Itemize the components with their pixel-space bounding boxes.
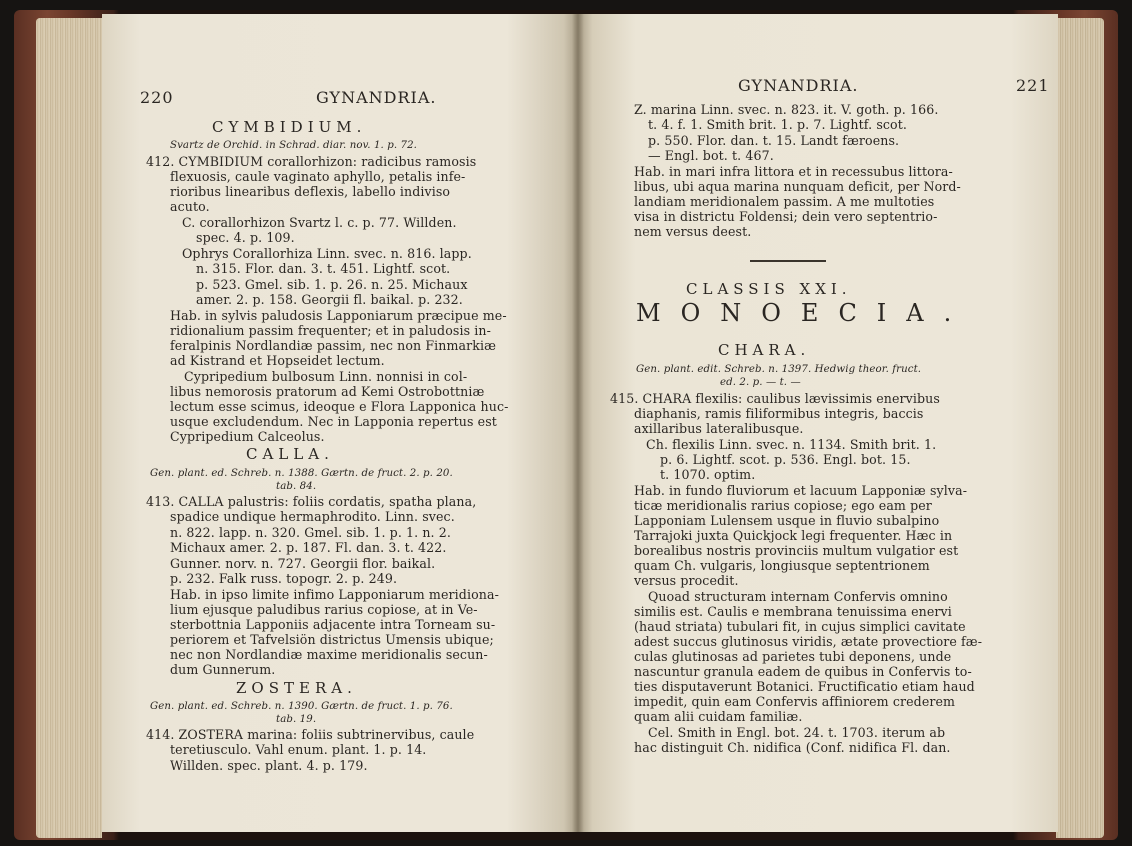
- right-page-text-line: CLASSIS XXI.: [686, 280, 852, 298]
- right-page-text-line: Quoad structuram internam Confervis omnino: [648, 589, 948, 604]
- left-page-text-line: ridionalium passim frequenter; et in paludosis in-: [170, 323, 491, 338]
- left-page-text-line: Gen. plant. ed. Schreb. n. 1388. Gærtn. de fruct. 2. p. 20.: [150, 468, 453, 479]
- left-page-text-line: 414. ZOSTERA marina: foliis subtrinervibus, caule: [146, 727, 475, 742]
- left-page-text-line: Svartz de Orchid. in Schrad. diar. nov. 1. p. 72.: [170, 140, 418, 151]
- left-page-text-line: Ophrys Corallorhiza Linn. svec. n. 816. lapp.: [182, 246, 472, 261]
- left-page-text-line: 412. CYMBIDIUM corallorhizon: radicibus ramosis: [146, 154, 477, 169]
- right-page-text-line: MONOECIA.: [636, 299, 972, 327]
- left-page-text-line: spec. 4. p. 109.: [196, 230, 295, 245]
- left-page-text-line: tab. 84.: [276, 481, 317, 492]
- left-page-text-line: amer. 2. p. 158. Georgii fl. baikal. p. 232.: [196, 292, 463, 307]
- left-page-text-line: CALLA.: [246, 445, 334, 463]
- right-page-text-line: CHARA.: [718, 341, 811, 359]
- right-page-text-line: similis est. Caulis e membrana tenuissima enervi: [634, 604, 952, 619]
- left-running-head: GYNANDRIA.: [316, 88, 437, 107]
- left-page-text-line: CYMBIDIUM.: [212, 118, 367, 136]
- left-page-text-line: Willden. spec. plant. 4. p. 179.: [170, 758, 368, 773]
- left-page-text-line: Cypripedium Calceolus.: [170, 429, 325, 444]
- right-page-text-line: Hab. in mari infra littora et in recessubus littora-: [634, 164, 953, 179]
- left-page-text-line: p. 523. Gmel. sib. 1. p. 26. n. 25. Michaux: [196, 277, 468, 292]
- right-page-text-line: visa in districtu Foldensi; dein vero septentrio-: [634, 209, 938, 224]
- right-page-text-line: quam alii cuidam familiæ.: [634, 709, 803, 724]
- right-page-text-line: quam Ch. vulgaris, longiusque septentrionem: [634, 558, 930, 573]
- right-page-number: 221: [1016, 76, 1050, 95]
- right-page-text-line: Hab. in fundo fluviorum et lacuum Lapponiæ sylva-: [634, 483, 968, 498]
- left-page-text-line: teretiusculo. Vahl enum. plant. 1. p. 14.: [170, 742, 427, 757]
- right-page-text-line: hac distinguit Ch. nidifica (Conf. nidifica Fl. dan.: [634, 740, 951, 755]
- left-page-number: 220: [140, 88, 174, 107]
- right-page-text-line: p. 550. Flor. dan. t. 15. Landt færoens.: [648, 133, 900, 148]
- right-page-edges: [1056, 18, 1104, 838]
- right-page-text-line: (haud striata) tubulari fit, in cujus simplici cavitate: [634, 619, 966, 634]
- left-page-text-line: Hab. in sylvis paludosis Lapponiarum præcipue me-: [170, 308, 507, 323]
- right-page-text-line: Tarrajoki juxta Quickjock legi frequenter. Hæc in: [634, 528, 953, 543]
- right-page-text-line: diaphanis, ramis filiformibus integris, baccis: [634, 406, 924, 421]
- left-page-text-line: Michaux amer. 2. p. 187. Fl. dan. 3. t. 422.: [170, 540, 447, 555]
- right-page-text-line: impedit, quin eam Confervis affiniorem crederem: [634, 694, 956, 709]
- right-page-text-line: nascuntur granula eadem de quibus in Confervis to-: [634, 664, 972, 679]
- right-page-text-line: 415. CHARA flexilis: caulibus lævissimis enervibus: [610, 391, 940, 406]
- left-page-text-line: flexuosis, caule vaginato aphyllo, petalis infe-: [170, 169, 466, 184]
- left-page-text-line: n. 315. Flor. dan. 3. t. 451. Lightf. scot.: [196, 261, 451, 276]
- left-page-text-line: spadice undique hermaphrodito. Linn. svec.: [170, 509, 455, 524]
- left-page-text-line: usque excludendum. Nec in Lapponia repertus est: [170, 414, 497, 429]
- right-page-text-line: t. 1070. optim.: [660, 467, 756, 482]
- left-page-text-line: lectum esse scimus, ideoque e Flora Lapponica huc-: [170, 399, 509, 414]
- right-page-text-line: Z. marina Linn. svec. n. 823. it. V. goth. p. 166.: [634, 102, 939, 117]
- right-page-text-line: ed. 2. p. — t. —: [720, 377, 801, 388]
- right-running-head: GYNANDRIA.: [738, 76, 859, 95]
- right-page-text-line: axillaribus lateralibusque.: [634, 421, 804, 436]
- left-page-text-line: periorem et Tafvelsiön districtus Umensis ubique;: [170, 632, 494, 647]
- left-page-text-line: libus nemorosis pratorum ad Kemi Ostrobottniæ: [170, 384, 485, 399]
- right-page-text-line: Cel. Smith in Engl. bot. 24. t. 1703. iterum ab: [648, 725, 946, 740]
- left-page-text-line: ZOSTERA.: [236, 679, 357, 697]
- right-page-text-line: t. 4. f. 1. Smith brit. 1. p. 7. Lightf. scot.: [648, 117, 907, 132]
- left-page-text-line: lium ejusque paludibus rarius copiose, at in Ve-: [170, 602, 478, 617]
- left-page-text-line: Gen. plant. ed. Schreb. n. 1390. Gærtn. de fruct. 1. p. 76.: [150, 701, 453, 712]
- left-page-text-line: Cypripedium bulbosum Linn. nonnisi in col-: [184, 369, 468, 384]
- left-page-text-line: n. 822. lapp. n. 320. Gmel. sib. 1. p. 1. n. 2.: [170, 525, 451, 540]
- right-page-text-line: adest succus glutinosus viridis, ætate provectiore fæ-: [634, 634, 983, 649]
- left-page-text-line: tab. 19.: [276, 714, 317, 725]
- left-page-text-line: C. corallorhizon Svartz l. c. p. 77. Willden.: [182, 215, 457, 230]
- book-gutter: [572, 14, 584, 832]
- left-page-text-line: dum Gunnerum.: [170, 662, 276, 677]
- right-page-text-line: ticæ meridionalis rarius copiose; ego eam per: [634, 498, 932, 513]
- right-page-text-line: Lapponiam Lulensem usque in fluvio subalpino: [634, 513, 940, 528]
- right-page-text-line: — Engl. bot. t. 467.: [648, 148, 774, 163]
- right-page-text-line: versus procedit.: [634, 573, 739, 588]
- right-page-text-line: p. 6. Lightf. scot. p. 536. Engl. bot. 15.: [660, 452, 911, 467]
- right-page-text-line: nem versus deest.: [634, 224, 752, 239]
- left-page-text-line: Hab. in ipso limite infimo Lapponiarum meridiona-: [170, 587, 499, 602]
- left-page-text-line: ad Kistrand et Hopseidet lectum.: [170, 353, 385, 368]
- left-page-text-line: nec non Nordlandiæ maxime meridionalis secun-: [170, 647, 488, 662]
- left-page-text-line: acuto.: [170, 199, 210, 214]
- right-page-text-line: Ch. flexilis Linn. svec. n. 1134. Smith brit. 1.: [646, 437, 937, 452]
- right-page-text-line: landiam meridionalem passim. A me multoties: [634, 194, 935, 209]
- left-page-text-line: 413. CALLA palustris: foliis cordatis, spatha plana,: [146, 494, 477, 509]
- left-page-text-line: feralpinis Nordlandiæ passim, nec non Finmarkiæ: [170, 338, 497, 353]
- section-divider: [750, 260, 826, 262]
- right-page-text-line: ties disputaverunt Botanici. Fructificatio etiam haud: [634, 679, 975, 694]
- left-page-text-line: rioribus linearibus deflexis, labello indiviso: [170, 184, 451, 199]
- left-page-text-line: Gunner. norv. n. 727. Georgii flor. baikal.: [170, 556, 436, 571]
- left-page-text-line: p. 232. Falk russ. topogr. 2. p. 249.: [170, 571, 398, 586]
- right-page-text-line: Gen. plant. edit. Schreb. n. 1397. Hedwig theor. fruct.: [636, 364, 922, 375]
- right-page-text-line: borealibus nostris provinciis multum vulgatior est: [634, 543, 959, 558]
- right-page-text-line: culas glutinosas ad parietes tubi deponens, unde: [634, 649, 952, 664]
- right-page-text-line: libus, ubi aqua marina nunquam deficit, per Nord-: [634, 179, 961, 194]
- left-page-edges: [36, 18, 102, 838]
- left-page-text-line: sterbottnia Lapponiis adjacente intra Torneam su-: [170, 617, 496, 632]
